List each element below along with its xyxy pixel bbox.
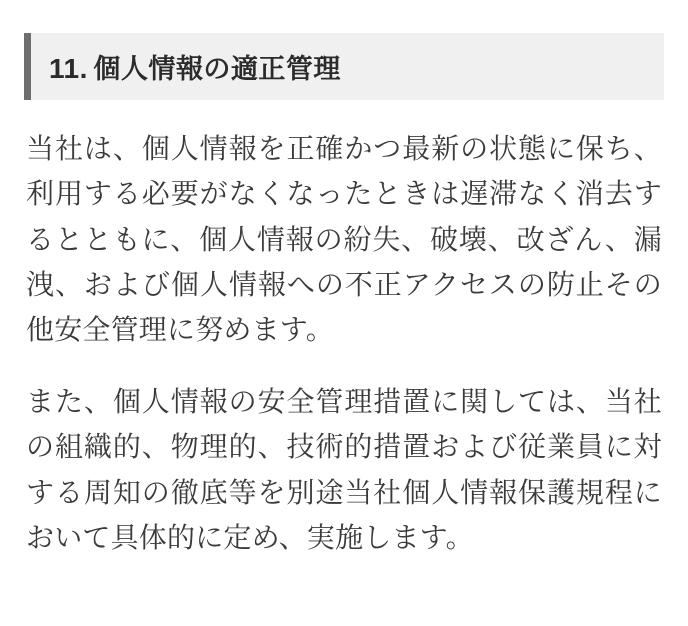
heading-title: 個人情報の適正管理: [93, 54, 341, 84]
body-paragraph: 当社は、個人情報を正確かつ最新の状態に保ち、利用する必要がなくなったときは遅滞なく消去するとともに、個人情報の紛失、破壊、改ざん、漏洩、および個人情報への不正アクセスの防止その他安全管理に努めます。: [26, 133, 662, 346]
document-page: [0, 33, 688, 626]
section-heading: [24, 33, 664, 100]
heading-number: 11: [49, 53, 80, 84]
body-paragraph: また、個人情報の安全管理措置に関しては、当社の組織的、物理的、技術的措置および従業員に対する周知の徹底等を別途当社個人情報保護規程において具体的に定め、実施します。: [26, 385, 662, 553]
heading-separator: .: [79, 53, 88, 84]
